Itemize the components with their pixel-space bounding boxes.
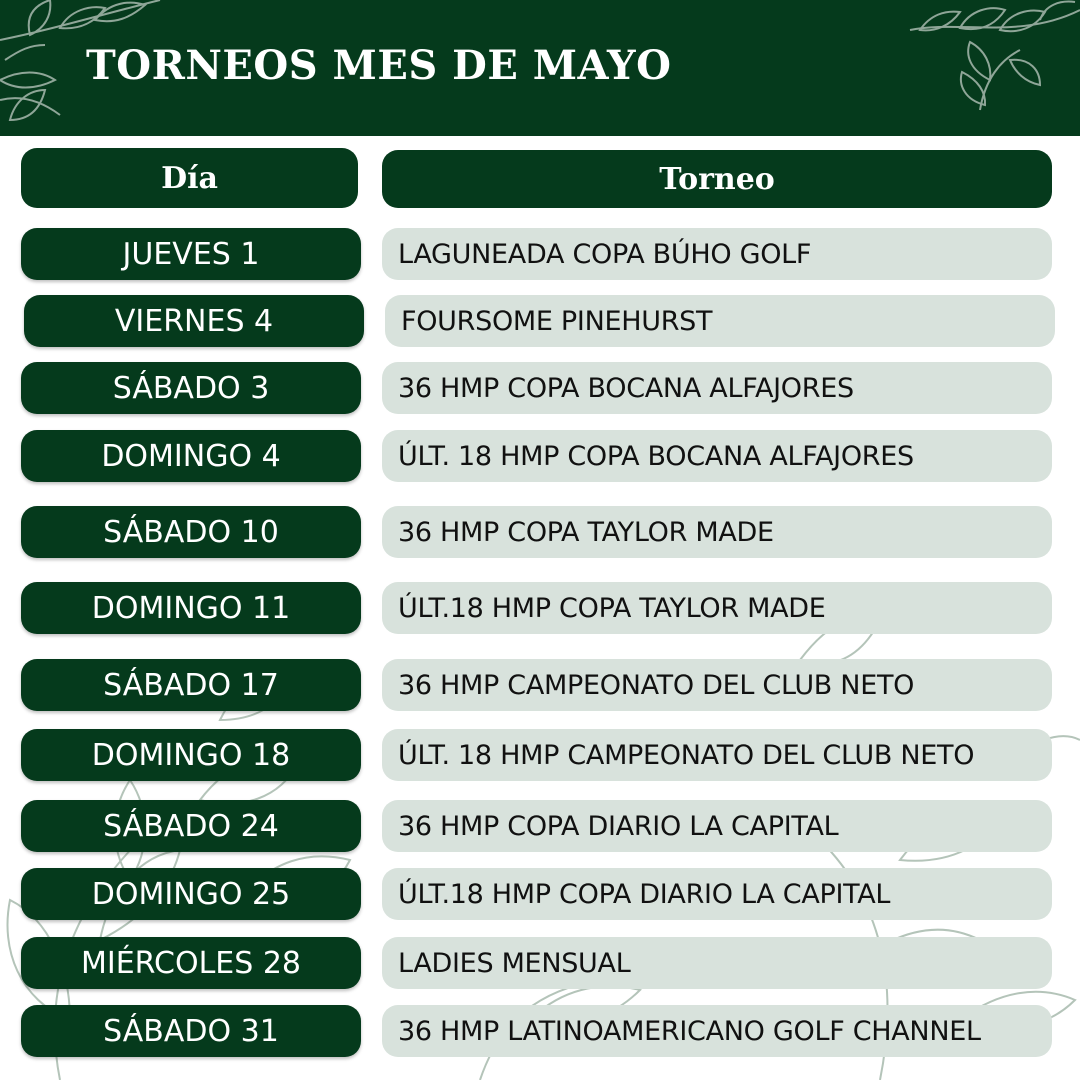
day-cell: SÁBADO 10 (21, 506, 361, 558)
tournament-cell: ÚLT. 18 HMP COPA BOCANA ALFAJORES (382, 430, 1052, 482)
day-cell: SÁBADO 17 (21, 659, 361, 711)
tournament-cell: 36 HMP CAMPEONATO DEL CLUB NETO (382, 659, 1052, 711)
tournament-cell: LAGUNEADA COPA BÚHO GOLF (382, 228, 1052, 280)
day-cell: DOMINGO 4 (21, 430, 361, 482)
day-cell: DOMINGO 11 (21, 582, 361, 634)
tournament-cell: 36 HMP LATINOAMERICANO GOLF CHANNEL (382, 1005, 1052, 1057)
day-cell: SÁBADO 3 (21, 362, 361, 414)
tournament-cell: ÚLT.18 HMP COPA DIARIO LA CAPITAL (382, 868, 1052, 920)
tournament-cell: ÚLT. 18 HMP CAMPEONATO DEL CLUB NETO (382, 729, 1052, 781)
tournament-cell: 36 HMP COPA BOCANA ALFAJORES (382, 362, 1052, 414)
header-banner (0, 0, 1080, 136)
tournament-column-header: Torneo (382, 150, 1052, 208)
day-cell: DOMINGO 25 (21, 868, 361, 920)
tournament-cell: FOURSOME PINEHURST (385, 295, 1055, 347)
day-cell: SÁBADO 24 (21, 800, 361, 852)
day-cell: SÁBADO 31 (21, 1005, 361, 1057)
day-cell: JUEVES 1 (21, 228, 361, 280)
day-column-header: Día (21, 148, 358, 208)
tournament-cell: ÚLT.18 HMP COPA TAYLOR MADE (382, 582, 1052, 634)
day-cell: VIERNES 4 (24, 295, 364, 347)
tournament-cell: 36 HMP COPA DIARIO LA CAPITAL (382, 800, 1052, 852)
day-cell: DOMINGO 18 (21, 729, 361, 781)
tournament-cell: 36 HMP COPA TAYLOR MADE (382, 506, 1052, 558)
leaf-branch-right-icon (890, 0, 1080, 115)
day-cell: MIÉRCOLES 28 (21, 937, 361, 989)
page-title: TORNEOS MES DE MAYO (86, 42, 672, 89)
tournament-cell: LADIES MENSUAL (382, 937, 1052, 989)
